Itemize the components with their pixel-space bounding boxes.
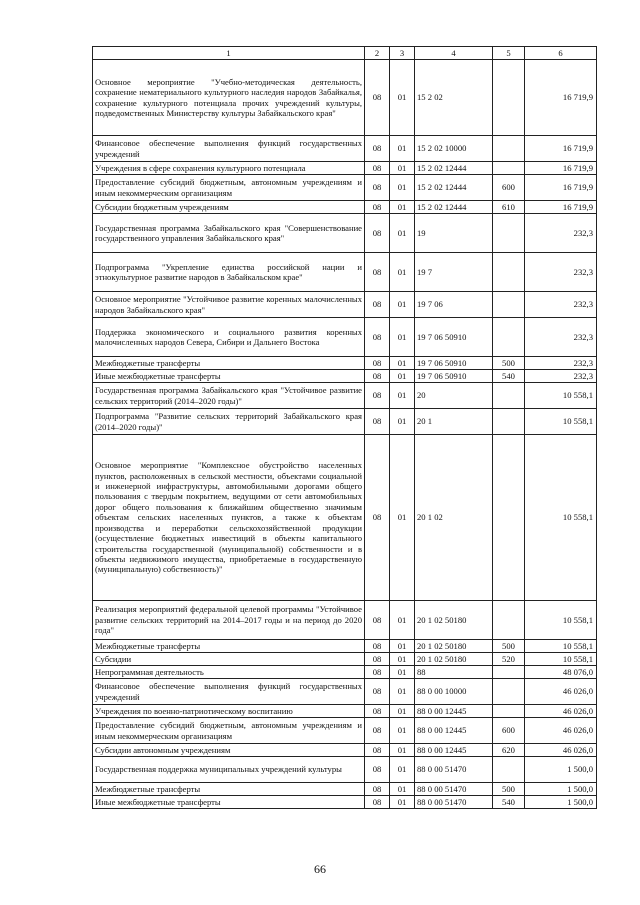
expense-type-cell (493, 214, 525, 253)
section-code-cell: 08 (365, 357, 390, 370)
row-name-cell: Учреждения в сфере сохранения культурного потенциала (93, 162, 365, 175)
subsection-code-cell: 01 (390, 796, 415, 809)
section-code-cell: 08 (365, 201, 390, 214)
target-article-cell: 15 2 02 12444 (415, 201, 493, 214)
row-name-cell: Основное мероприятие "Комплексное обустройство населенных пунктов, расположенных в сельской местности, объектами социальной и инженерной инфраструктуры, автомобильными дорогами общего пользования с твердым покрытием, ведущими от сети автомобильных дорог общего пользования к ближайшим общественно значимым объектам сельских населенных пунктов, а также к объектам производства и переработки сельскохозяйственной продукции (осуществление бюджетных инвестиций в объекты капитального строительства государственной (муниципальной) собственности и в объекты недвижимого имущества, приобретаемые в государственную (муниципальную) собственность)" (93, 435, 365, 601)
subsection-code-cell: 01 (390, 601, 415, 640)
section-code-cell: 08 (365, 370, 390, 383)
table-row (93, 757, 597, 783)
subsection-code-cell: 01 (390, 175, 415, 201)
table-row (93, 796, 597, 809)
row-name-cell: Подпрограмма "Развитие сельских территорий Забайкальского края (2014–2020 годы)" (93, 409, 365, 435)
subsection-code-cell: 01 (390, 370, 415, 383)
target-article-cell: 88 0 00 51470 (415, 796, 493, 809)
section-code-cell: 08 (365, 783, 390, 796)
subsection-code-cell: 01 (390, 640, 415, 653)
amount-cell: 1 500,0 (525, 757, 597, 783)
target-article-cell: 20 1 02 50180 (415, 601, 493, 640)
target-article-cell: 88 0 00 51470 (415, 783, 493, 796)
table-row (93, 60, 597, 136)
table-row (93, 744, 597, 757)
amount-cell: 16 719,9 (525, 175, 597, 201)
subsection-code-cell: 01 (390, 705, 415, 718)
row-name-cell: Учреждения по военно-патриотическому воспитанию (93, 705, 365, 718)
row-name-cell: Непрограммная деятельность (93, 666, 365, 679)
target-article-cell: 20 1 02 (415, 435, 493, 601)
subsection-code-cell: 01 (390, 60, 415, 136)
row-name-cell: Предоставление субсидий бюджетным, автономным учреждениям и иным некоммерческим организациям (93, 175, 365, 201)
subsection-code-cell: 01 (390, 718, 415, 744)
section-code-cell: 08 (365, 214, 390, 253)
page-number: 66 (314, 862, 326, 876)
target-article-cell: 88 0 00 12445 (415, 705, 493, 718)
target-article-cell: 20 1 02 50180 (415, 640, 493, 653)
amount-cell: 1 500,0 (525, 796, 597, 809)
section-code-cell: 08 (365, 136, 390, 162)
budget-table (92, 46, 597, 809)
expense-type-cell (493, 318, 525, 357)
row-name-cell: Субсидии (93, 653, 365, 666)
amount-cell: 232,3 (525, 370, 597, 383)
target-article-cell: 15 2 02 10000 (415, 136, 493, 162)
table-row (93, 653, 597, 666)
section-code-cell: 08 (365, 253, 390, 292)
expense-type-cell: 540 (493, 796, 525, 809)
row-name-cell: Межбюджетные трансферты (93, 783, 365, 796)
section-code-cell: 08 (365, 162, 390, 175)
amount-cell: 16 719,9 (525, 162, 597, 175)
target-article-cell: 20 1 (415, 409, 493, 435)
amount-cell: 10 558,1 (525, 653, 597, 666)
section-code-cell: 08 (365, 640, 390, 653)
column-header: 4 (415, 47, 493, 60)
section-code-cell: 08 (365, 744, 390, 757)
expense-type-cell: 500 (493, 783, 525, 796)
amount-cell: 48 076,0 (525, 666, 597, 679)
subsection-code-cell: 01 (390, 409, 415, 435)
table-row (93, 175, 597, 201)
target-article-cell: 88 0 00 12445 (415, 744, 493, 757)
row-name-cell: Субсидии автономным учреждениям (93, 744, 365, 757)
expense-type-cell: 500 (493, 357, 525, 370)
amount-cell: 232,3 (525, 214, 597, 253)
amount-cell: 16 719,9 (525, 136, 597, 162)
expense-type-cell (493, 292, 525, 318)
expense-type-cell (493, 383, 525, 409)
section-code-cell: 08 (365, 796, 390, 809)
expense-type-cell (493, 757, 525, 783)
row-name-cell: Финансовое обеспечение выполнения функций государственных учреждений (93, 136, 365, 162)
target-article-cell: 88 0 00 12445 (415, 718, 493, 744)
table-row (93, 679, 597, 705)
row-name-cell: Иные межбюджетные трансферты (93, 370, 365, 383)
amount-cell: 16 719,9 (525, 60, 597, 136)
row-name-cell: Предоставление субсидий бюджетным, автономным учреждениям и иным некоммерческим организациям (93, 718, 365, 744)
section-code-cell: 08 (365, 718, 390, 744)
expense-type-cell: 600 (493, 718, 525, 744)
target-article-cell: 88 0 00 51470 (415, 757, 493, 783)
row-name-cell: Межбюджетные трансферты (93, 640, 365, 653)
target-article-cell: 15 2 02 (415, 60, 493, 136)
table-row (93, 357, 597, 370)
subsection-code-cell: 01 (390, 653, 415, 666)
subsection-code-cell: 01 (390, 292, 415, 318)
row-name-cell: Поддержка экономического и социального развития коренных малочисленных народов Севера, Сибири и Дальнего Востока (93, 318, 365, 357)
expense-type-cell (493, 253, 525, 292)
subsection-code-cell: 01 (390, 783, 415, 796)
expense-type-cell (493, 666, 525, 679)
table-row (93, 292, 597, 318)
column-header: 3 (390, 47, 415, 60)
amount-cell: 10 558,1 (525, 601, 597, 640)
subsection-code-cell: 01 (390, 214, 415, 253)
row-name-cell: Субсидии бюджетным учреждениям (93, 201, 365, 214)
table-row (93, 201, 597, 214)
table-row (93, 409, 597, 435)
target-article-cell: 19 7 06 50910 (415, 370, 493, 383)
table-row (93, 640, 597, 653)
target-article-cell: 19 7 06 50910 (415, 357, 493, 370)
row-name-cell: Реализация мероприятий федеральной целевой программы "Устойчивое развитие сельских территорий на 2014–2017 годы и на период до 2020 года" (93, 601, 365, 640)
target-article-cell: 19 7 (415, 253, 493, 292)
amount-cell: 46 026,0 (525, 744, 597, 757)
section-code-cell: 08 (365, 60, 390, 136)
target-article-cell: 20 1 02 50180 (415, 653, 493, 666)
expense-type-cell: 610 (493, 201, 525, 214)
column-header: 1 (93, 47, 365, 60)
table-row (93, 718, 597, 744)
amount-cell: 10 558,1 (525, 640, 597, 653)
amount-cell: 16 719,9 (525, 201, 597, 214)
section-code-cell: 08 (365, 435, 390, 601)
subsection-code-cell: 01 (390, 744, 415, 757)
expense-type-cell (493, 136, 525, 162)
expense-type-cell: 620 (493, 744, 525, 757)
subsection-code-cell: 01 (390, 253, 415, 292)
amount-cell: 232,3 (525, 357, 597, 370)
section-code-cell: 08 (365, 175, 390, 201)
subsection-code-cell: 01 (390, 318, 415, 357)
expense-type-cell: 600 (493, 175, 525, 201)
row-name-cell: Межбюджетные трансферты (93, 357, 365, 370)
row-name-cell: Подпрограмма "Укрепление единства российской нации и этнокультурное развитие народов в Забайкальском крае" (93, 253, 365, 292)
expense-type-cell (493, 679, 525, 705)
section-code-cell: 08 (365, 383, 390, 409)
table-row (93, 435, 597, 601)
expense-type-cell: 500 (493, 640, 525, 653)
amount-cell: 232,3 (525, 253, 597, 292)
row-name-cell: Финансовое обеспечение выполнения функций государственных учреждений (93, 679, 365, 705)
expense-type-cell (493, 601, 525, 640)
table-header-row (93, 47, 597, 60)
target-article-cell: 19 7 06 (415, 292, 493, 318)
subsection-code-cell: 01 (390, 162, 415, 175)
table-row (93, 370, 597, 383)
target-article-cell: 88 (415, 666, 493, 679)
section-code-cell: 08 (365, 409, 390, 435)
target-article-cell: 20 (415, 383, 493, 409)
subsection-code-cell: 01 (390, 201, 415, 214)
subsection-code-cell: 01 (390, 383, 415, 409)
column-header: 2 (365, 47, 390, 60)
row-name-cell: Основное мероприятие "Учебно-методическая деятельность, сохранение нематериального культурного наследия народов Забайкалья, сохранение культурного потенциала прочих учреждений культуры, подведомственных Министерству культуры Забайкальского края" (93, 60, 365, 136)
amount-cell: 232,3 (525, 318, 597, 357)
target-article-cell: 19 (415, 214, 493, 253)
target-article-cell: 15 2 02 12444 (415, 162, 493, 175)
amount-cell: 46 026,0 (525, 679, 597, 705)
section-code-cell: 08 (365, 292, 390, 318)
amount-cell: 10 558,1 (525, 409, 597, 435)
table-row (93, 162, 597, 175)
table-row (93, 253, 597, 292)
subsection-code-cell: 01 (390, 435, 415, 601)
row-name-cell: Иные межбюджетные трансферты (93, 796, 365, 809)
amount-cell: 1 500,0 (525, 783, 597, 796)
expense-type-cell (493, 60, 525, 136)
column-header: 5 (493, 47, 525, 60)
table-row (93, 783, 597, 796)
table-row (93, 383, 597, 409)
column-header: 6 (525, 47, 597, 60)
expense-type-cell: 540 (493, 370, 525, 383)
section-code-cell: 08 (365, 757, 390, 783)
row-name-cell: Государственная программа Забайкальского края "Совершенствование государственного управления Забайкальского края" (93, 214, 365, 253)
row-name-cell: Основное мероприятие "Устойчивое развитие коренных малочисленных народов Забайкальского края" (93, 292, 365, 318)
section-code-cell: 08 (365, 666, 390, 679)
target-article-cell: 19 7 06 50910 (415, 318, 493, 357)
target-article-cell: 15 2 02 12444 (415, 175, 493, 201)
section-code-cell: 08 (365, 705, 390, 718)
amount-cell: 46 026,0 (525, 718, 597, 744)
subsection-code-cell: 01 (390, 757, 415, 783)
amount-cell: 10 558,1 (525, 383, 597, 409)
expense-type-cell (493, 162, 525, 175)
amount-cell: 232,3 (525, 292, 597, 318)
section-code-cell: 08 (365, 601, 390, 640)
section-code-cell: 08 (365, 653, 390, 666)
amount-cell: 10 558,1 (525, 435, 597, 601)
subsection-code-cell: 01 (390, 679, 415, 705)
subsection-code-cell: 01 (390, 666, 415, 679)
table-row (93, 136, 597, 162)
table-row (93, 705, 597, 718)
section-code-cell: 08 (365, 679, 390, 705)
expense-type-cell (493, 409, 525, 435)
amount-cell: 46 026,0 (525, 705, 597, 718)
expense-type-cell: 520 (493, 653, 525, 666)
table-row (93, 601, 597, 640)
expense-type-cell (493, 705, 525, 718)
row-name-cell: Государственная программа Забайкальского края "Устойчивое развитие сельских территорий (2014–2020 годы)" (93, 383, 365, 409)
section-code-cell: 08 (365, 318, 390, 357)
table-row (93, 214, 597, 253)
table-row (93, 666, 597, 679)
subsection-code-cell: 01 (390, 357, 415, 370)
subsection-code-cell: 01 (390, 136, 415, 162)
expense-type-cell (493, 435, 525, 601)
table-row (93, 318, 597, 357)
row-name-cell: Государственная поддержка муниципальных учреждений культуры (93, 757, 365, 783)
target-article-cell: 88 0 00 10000 (415, 679, 493, 705)
